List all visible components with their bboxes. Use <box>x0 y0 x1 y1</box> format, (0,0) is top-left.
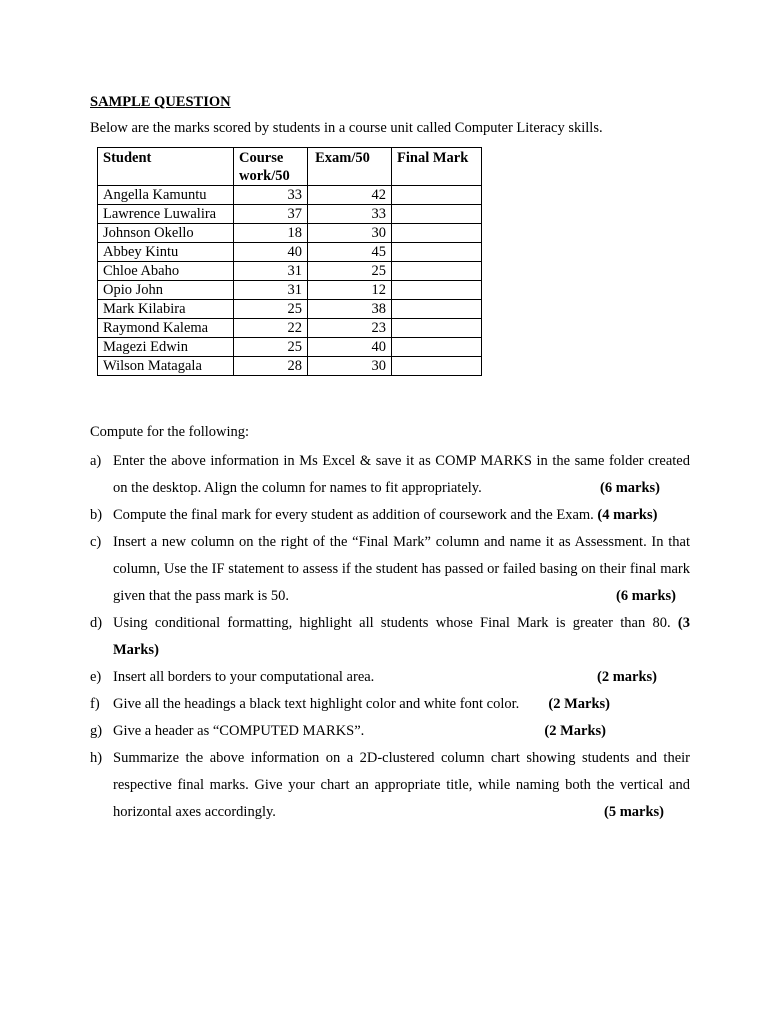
student-name-cell: Magezi Edwin <box>98 338 234 357</box>
student-name-cell: Lawrence Luwalira <box>98 205 234 224</box>
coursework-cell: 31 <box>234 262 308 281</box>
header-coursework: Course work/50 <box>234 148 308 186</box>
question-marks: (2 Marks) <box>548 696 610 712</box>
table-row <box>98 262 482 281</box>
question-item <box>90 448 690 502</box>
coursework-cell: 22 <box>234 319 308 338</box>
question-label: e) <box>90 669 102 685</box>
final-mark-cell <box>392 338 482 357</box>
question-label: d) <box>90 615 103 631</box>
exam-cell: 33 <box>308 205 392 224</box>
exam-cell: 23 <box>308 319 392 338</box>
question-text: Insert all borders to your computational area. <box>113 669 375 685</box>
student-name-cell: Wilson Matagala <box>98 357 234 376</box>
student-name-cell: Opio John <box>98 281 234 300</box>
exam-cell: 45 <box>308 243 392 262</box>
table-row <box>98 243 482 262</box>
final-mark-cell <box>392 205 482 224</box>
final-mark-cell <box>392 281 482 300</box>
exam-cell: 40 <box>308 338 392 357</box>
coursework-cell: 37 <box>234 205 308 224</box>
question-text: Give all the headings a black text highlight color and white font color. <box>113 696 520 712</box>
table-row <box>98 281 482 300</box>
student-name-cell: Chloe Abaho <box>98 262 234 281</box>
final-mark-cell <box>392 319 482 338</box>
question-marks: (3 Marks) <box>113 615 690 658</box>
final-mark-cell <box>392 186 482 205</box>
coursework-cell: 28 <box>234 357 308 376</box>
table-row <box>98 300 482 319</box>
student-name-cell: Raymond Kalema <box>98 319 234 338</box>
final-mark-cell <box>392 357 482 376</box>
header-exam: Exam/50 <box>308 148 392 186</box>
final-mark-cell <box>392 262 482 281</box>
question-label: h) <box>90 750 103 766</box>
intro-text: Below are the marks scored by students in a course unit called Computer Literacy skills. <box>90 120 603 136</box>
header-student: Student <box>98 148 234 186</box>
coursework-cell: 33 <box>234 186 308 205</box>
exam-cell: 42 <box>308 186 392 205</box>
question-item <box>90 718 690 745</box>
question-list <box>90 448 690 826</box>
question-marks: (5 marks) <box>603 804 664 820</box>
exam-cell: 38 <box>308 300 392 319</box>
final-mark-cell <box>392 300 482 319</box>
page-title: SAMPLE QUESTION <box>90 94 231 110</box>
question-item <box>90 529 690 610</box>
exam-cell: 30 <box>308 224 392 243</box>
question-text: Enter the above information in Ms Excel & save it as COMP MARKS in the same folder created on the desktop. Align the column for names to fit appropriately. <box>113 453 690 496</box>
student-name-cell: Mark Kilabira <box>98 300 234 319</box>
question-marks: (4 marks) <box>597 507 658 523</box>
question-text: Insert a new column on the right of the “Final Mark” column and name it as Assessment. In that column, Use the IF statement to assess if the student has passed or failed basing on their final mark given that the pass mark is 50. <box>113 534 690 604</box>
question-label: b) <box>90 507 103 523</box>
question-label: a) <box>90 453 102 469</box>
question-marks: (2 Marks) <box>544 723 606 739</box>
table-row <box>98 319 482 338</box>
coursework-cell: 18 <box>234 224 308 243</box>
coursework-cell: 25 <box>234 300 308 319</box>
table-row <box>98 338 482 357</box>
question-marks: (6 marks) <box>615 588 676 604</box>
final-mark-cell <box>392 243 482 262</box>
question-marks: (2 marks) <box>596 669 657 685</box>
final-mark-cell <box>392 224 482 243</box>
question-item <box>90 502 690 529</box>
table-row <box>98 205 482 224</box>
question-item <box>90 610 690 664</box>
question-item <box>90 745 690 826</box>
header-final-mark: Final Mark <box>392 148 482 186</box>
question-label: f) <box>90 696 100 712</box>
exam-cell: 25 <box>308 262 392 281</box>
table-header-row <box>98 148 482 186</box>
coursework-cell: 40 <box>234 243 308 262</box>
question-item <box>90 691 690 718</box>
coursework-cell: 25 <box>234 338 308 357</box>
student-name-cell: Johnson Okello <box>98 224 234 243</box>
student-name-cell: Abbey Kintu <box>98 243 234 262</box>
coursework-cell: 31 <box>234 281 308 300</box>
student-name-cell: Angella Kamuntu <box>98 186 234 205</box>
question-label: c) <box>90 534 102 550</box>
exam-cell: 12 <box>308 281 392 300</box>
question-text: Give a header as “COMPUTED MARKS”. <box>113 723 365 739</box>
table-row <box>98 357 482 376</box>
exam-cell: 30 <box>308 357 392 376</box>
marks-table <box>97 147 482 376</box>
question-marks: (6 marks) <box>599 480 660 496</box>
question-text: Summarize the above information on a 2D-clustered column chart showing students and their respective final marks. Give your chart an appropriate title, while naming both the vertical and horizontal axes accordingly. <box>113 750 690 820</box>
question-text: Using conditional formatting, highlight all students whose Final Mark is greater than 80. <box>113 615 671 631</box>
table-row <box>98 224 482 243</box>
question-item <box>90 664 690 691</box>
question-label: g) <box>90 723 103 739</box>
compute-lead-text: Compute for the following: <box>90 424 250 440</box>
table-row <box>98 186 482 205</box>
question-text: Compute the final mark for every student as addition of coursework and the Exam. <box>113 507 594 523</box>
